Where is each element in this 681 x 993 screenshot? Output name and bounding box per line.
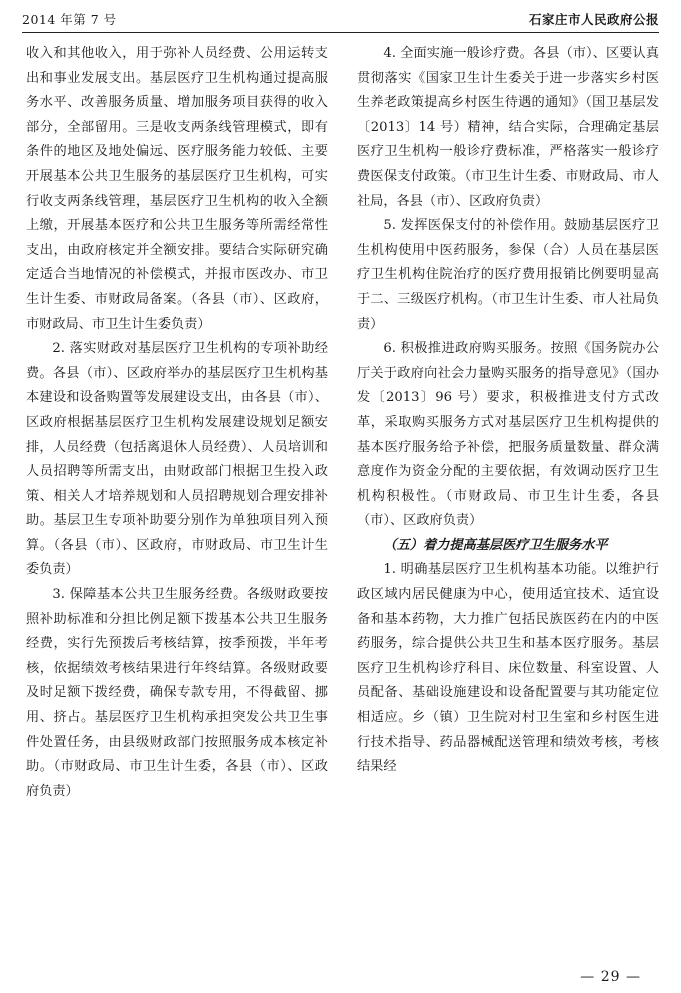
paragraph-item-5: 5. 发挥医保支付的补偿作用。鼓励基层医疗卫生机构使用中医药服务，参保（合）人员在基层医疗卫生机构住院治疗的医疗费用报销比例要明显高于二、三级医疗机构。（市卫生计生委、市人社局负责）: [357, 218, 659, 332]
paragraph-item-3: 3. 保障基本公共卫生服务经费。各级财政要按照补助标准和分担比例足额下拨基本公共卫生服务经费，实行先预拨后考核结算，按季预拨，半年考核，依据绩效考核结果进行年终结算。各级财政要及时足额下拨经费，确保专款专用，不得截留、挪用、挤占。基层医疗卫生机构承担突发公共卫生事件处置任务，由县级财政部门按照服务成本核定补助。（市财政局、市卫生计生委，各县（市）、区政府负责）: [26, 587, 328, 799]
section-heading: （五）着力提高基层医疗卫生服务水平: [383, 537, 608, 553]
paragraph-item-2: 2. 落实财政对基层医疗卫生机构的专项补助经费。各县（市）、区政府举办的基层医疗卫生机构基本建设和设备购置等发展建设支出，由各县（市）、区政府根据基层医疗卫生机构发展建设规划足额安排，人员经费（包括离退休人员经费）、人员培训和人员招聘等所需支出，由财政部门根据卫生投入政策、相关人才培养规划和人员招聘规划合理安排补助。基层卫生专项补助要分别作为单独项目列入预算。（各县（市）、区政府，市财政局、市卫生计生委负责）: [26, 341, 328, 578]
paragraph-item-6: 6. 积极推进政府购买服务。按照《国务院办公厅关于政府向社会力量购买服务的指导意见》（国办发〔2013〕96 号）要求，积极推进支付方式改革，采取购买服务方式对基层医疗卫生机构提供的基本医疗服务给予补偿，把服务质量数量、群众满意度作为资金分配的主要依据，有效调动医疗卫生机构积极性。（市财政局、市卫生计生委，各县（市）、区政府负责）: [357, 341, 659, 529]
page-header: [22, 6, 659, 33]
left-column: [26, 42, 328, 804]
paragraph-continued: 收入和其他收入，用于弥补人员经费、公用运转支出和事业发展支出。基层医疗卫生机构通过提高服务水平、改善服务质量、增加服务项目获得的收入部分，全部留用。三是收支两条线管理模式，即有条件的地区及地处偏远、医疗服务能力较低、主要开展基本公共卫生服务的基层医疗卫生机构，可实行收支两条线管理，基层医疗卫生机构的收入全额上缴，开展基本医疗和公共卫生服务等所需经常性支出，由政府核定并全额安排。要结合实际研究确定适合当地情况的补偿模式，并报市医改办、市卫生计生委、市财政局备案。（各县（市）、区政府，市财政局、市卫生计生委负责）: [26, 46, 328, 332]
right-column: [357, 42, 659, 780]
paragraph-item-4: 4. 全面实施一般诊疗费。各县（市）、区要认真贯彻落实《国家卫生计生委关于进一步落实乡村医生养老政策提高乡村医生待遇的通知》（国卫基层发〔2013〕14 号）精神，结合实际，合理确定基层医疗卫生机构一般诊疗费标准，严格落实一般诊疗费医保支付政策。（市卫生计生委、市财政局、市人社局，各县（市）、区政府负责）: [357, 46, 659, 209]
issue-label: 2014 年第 7 号: [22, 12, 117, 27]
publication-title: 石家庄市人民政府公报: [528, 12, 659, 27]
paragraph-section5-item-1: 1. 明确基层医疗卫生机构基本功能。以维护行政区域内居民健康为中心，使用适宜技术、适宜设备和基本药物，大力推广包括民族医药在内的中医药服务，综合提供公共卫生和基本医疗服务。基层医疗卫生机构诊疗科目、床位数量、科室设置、人员配备、基础设施建设和设备配置要与其功能定位相适应。乡（镇）卫生院对村卫生室和乡村医生进行技术指导、药品器械配送管理和绩效考核，考核结果经: [357, 562, 659, 775]
page-number: — 29 —: [580, 969, 641, 985]
